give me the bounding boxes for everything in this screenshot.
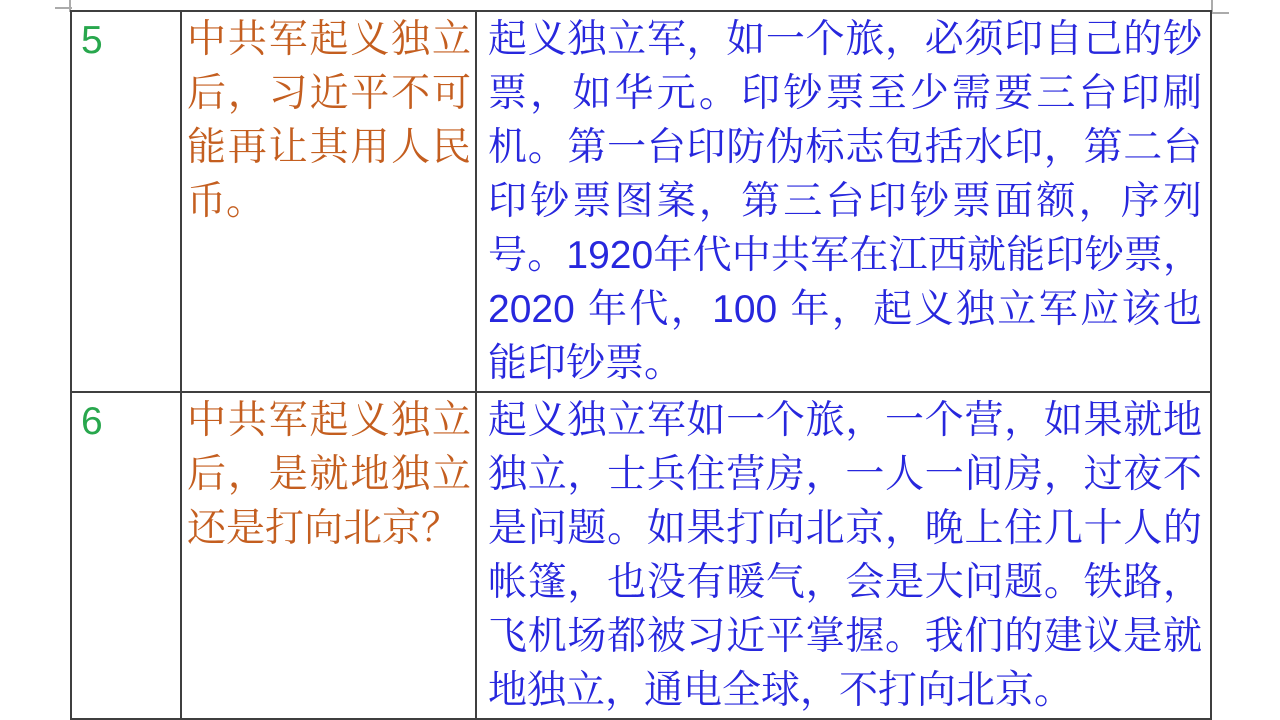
table-row <box>71 392 1211 719</box>
answer-text: 起义独立军如一个旅，一个营，如果就地独立，士兵住营房，一人一间房，过夜不是问题。如果打向北京，晚上住几十人的帐篷，也没有暖气，会是大问题。铁路，飞机场都被习近平掌握。我们的建议是就地独立，通电全球，不打向北京。 <box>488 399 1202 712</box>
question-text: 中共军起义独立后，习近平不可能再让其用人民币。 <box>187 18 471 223</box>
question-cell <box>181 11 476 392</box>
answer-cell <box>476 392 1211 719</box>
table-row <box>71 11 1211 392</box>
answer-cell <box>476 11 1211 392</box>
question-text: 中共军起义独立后，是就地独立还是打向北京？ <box>187 399 471 550</box>
question-cell <box>181 392 476 719</box>
table-guide-mark-top-left-horizontal <box>55 7 72 9</box>
row-number: 5 <box>81 19 103 62</box>
row-number-cell <box>71 11 181 392</box>
row-number-cell <box>71 392 181 719</box>
row-number: 6 <box>81 400 103 443</box>
answer-text: 起义独立军，如一个旅，必须印自己的钞票，如华元。印钞票至少需要三台印刷机。第一台印防伪标志包括水印，第二台印钞票图案，第三台印钞票面额，序列号。1920年代中共军在江西就能印钞票，2020 年代，100 年，起义独立军应该也能印钞票。 <box>488 18 1202 385</box>
table-guide-mark-top-right-horizontal <box>1212 12 1229 14</box>
qa-table <box>70 10 1212 720</box>
